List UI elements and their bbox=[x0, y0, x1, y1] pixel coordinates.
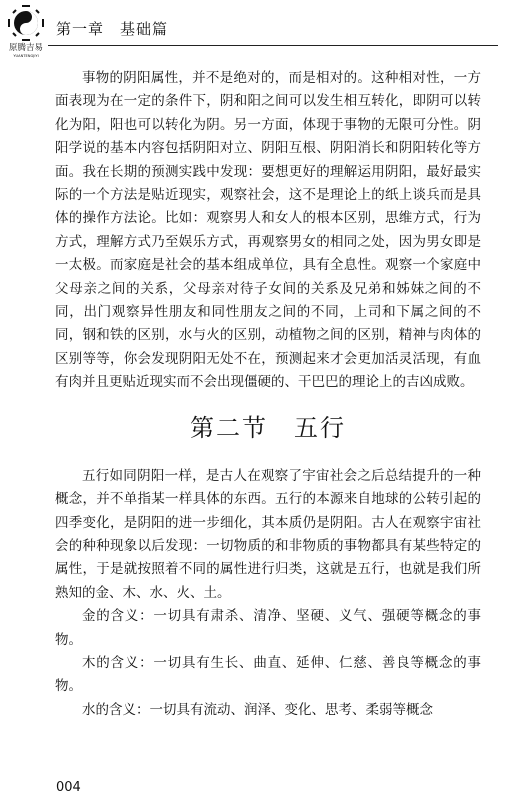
chapter-title: 第一章 基础篇 bbox=[56, 20, 169, 38]
yin-yang-icon bbox=[6, 4, 46, 58]
body-paragraph: 五行如同阴阳一样，是古人在观察了宇宙社会之后总结提升的一种概念，并不单指某一样具体的东西。五行的本源来自地球的公转引起的四季变化，是阴阳的进一步细化，其本质仍是阴阳。古人在观察宇宙社会的种种现象以后发现：一切物质的和非物质的事物都具有某些特定的属性，于是就按照着不同的属性进行归类，这就是五行，也就是我们所熟知的金、木、水、火、土。 bbox=[55, 467, 481, 601]
body-paragraph: 水的含义：一切具有流动、润泽、变化、思考、柔弱等概念 bbox=[82, 701, 433, 718]
body-paragraph: 金的含义：一切具有肃杀、清净、坚硬、义气、强硬等概念的事物。 bbox=[55, 608, 481, 648]
body-paragraph: 事物的阴阳属性，并不是绝对的，而是相对的。这种相对性，一方面表现为在一定的条件下，阴和阳之间可以发生相互转化，即阴可以转化为阳，阳也可以转化为阴。另一方面，体现于事物的无限可分性。阴阳学说的基本内容包括阴阳对立、阴阳互根、阴阳消长和阴阳转化等方面。我在长期的预测实践中发现：要想更好的理解运用阴阳，最好最实际的一个方法是贴近现实，观察社会，这不是理论上的纸上谈兵而是具体的操作方法论。比如：观察男人和女人的根本区别，思维方式，行为方式，理解方式乃至娱乐方式，再观察男女的相同之处，因为男女即是一太极。而家庭是社会的基本组成单位，具有全息性。观察一个家庭中父母亲之间的关系，父母亲对待子女间的关系及兄弟和姊妹之间的不同，出门观察异性朋友和同性朋友之间的不同，上司和下属之间的不同，钢和铁的区别，水与火的区别，动植物之间的区别，精神与肉体的区别等等，你会发现阴阳无处不在，预测起来才会更加活灵活现，有血有肉并且更贴近现实而不会出现僵硬的、干巴巴的理论上的吉凶成败。 bbox=[55, 70, 481, 391]
section-title: 第二节 五行 bbox=[190, 413, 346, 442]
page-header bbox=[0, 0, 506, 62]
logo-subtext: YUANTENGJIYI bbox=[13, 54, 39, 58]
page-content bbox=[55, 67, 481, 722]
header-divider bbox=[48, 45, 498, 46]
page-number: 004 bbox=[56, 780, 81, 795]
logo-text: 原腾吉易 bbox=[8, 43, 44, 53]
body-paragraph: 木的含义：一切具有生长、曲直、延伸、仁慈、善良等概念的事物。 bbox=[55, 654, 481, 695]
yin-yang-bagua-logo bbox=[6, 4, 46, 58]
